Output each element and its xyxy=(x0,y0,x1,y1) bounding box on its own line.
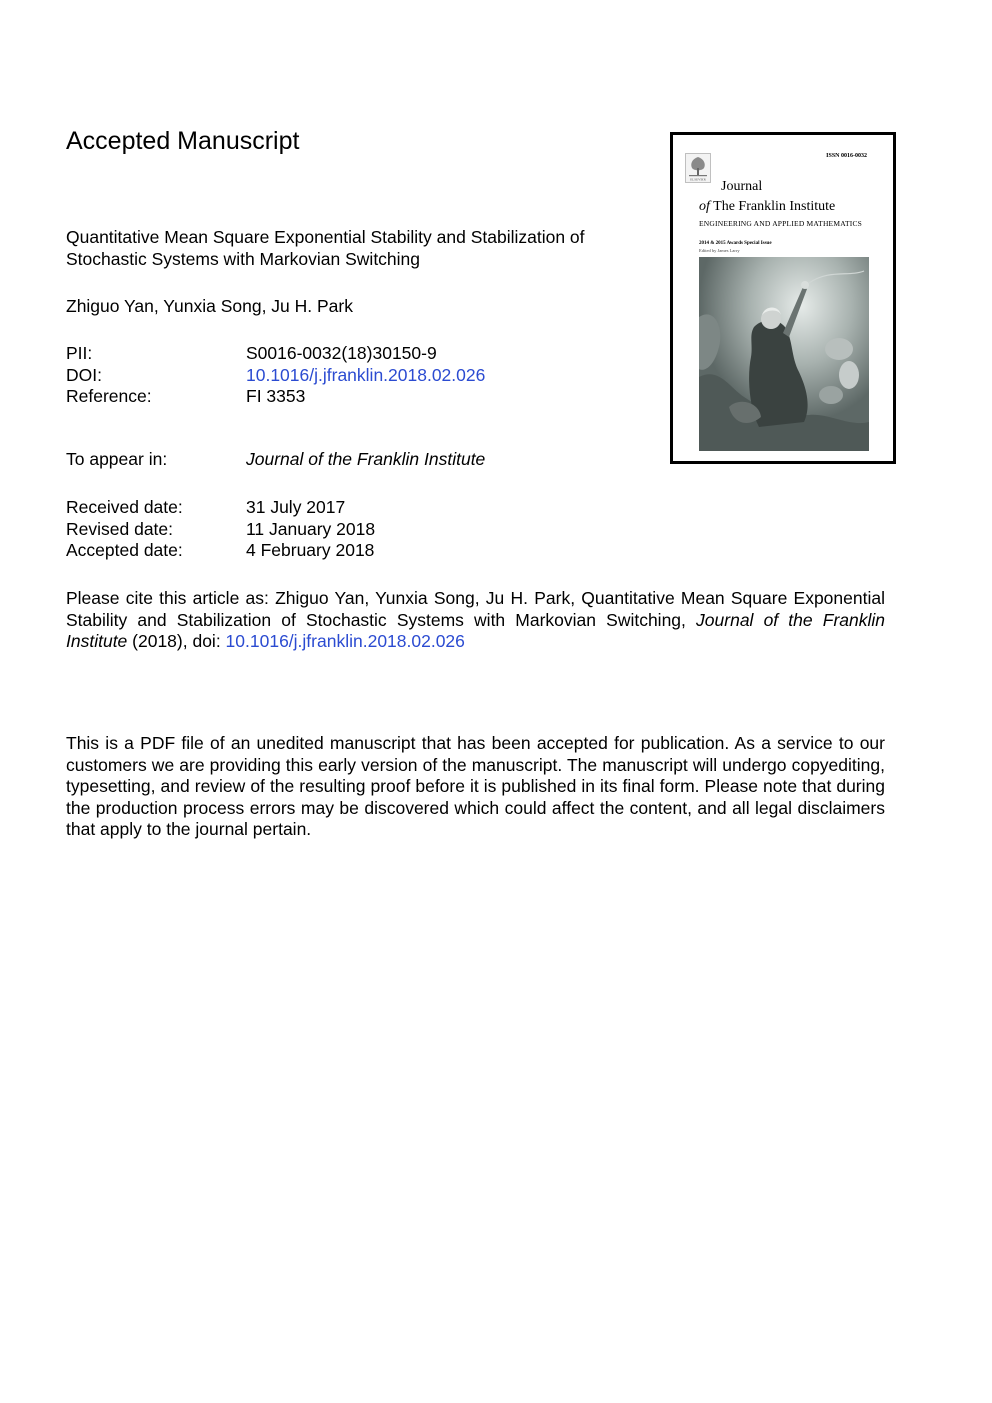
received-label: Received date: xyxy=(66,497,183,517)
revised-row xyxy=(66,519,375,541)
revised-value: 11 January 2018 xyxy=(246,518,376,539)
appear-row xyxy=(66,449,485,471)
reference-label: Reference: xyxy=(66,386,152,406)
appear-value: Journal of the Franklin Institute xyxy=(246,449,486,469)
doi-link[interactable]: 10.1016/j.jfranklin.2018.02.026 xyxy=(246,364,486,385)
received-value: 31 July 2017 xyxy=(246,497,346,517)
disclaimer-paragraph: This is a PDF file of an unedited manuscript that has been accepted for publication. As a service to our customers we are providing this early version of the manuscript. The manuscript will undergo copyediting, typesetting, and review of the resulting proof before it is published in its final form. Please note that during the production process errors may be discovered which could affect the content, and all legal disclaimers that apply to the journal pertain. xyxy=(66,733,885,839)
elsevier-wordmark: ELSEVIER xyxy=(690,177,706,182)
citation-doi-link[interactable]: 10.1016/j.jfranklin.2018.02.026 xyxy=(225,631,465,651)
reference-row xyxy=(66,386,485,408)
reference-value: FI 3353 xyxy=(246,386,306,406)
pii-value: S0016-0032(18)30150-9 xyxy=(246,343,437,363)
cover-journal-word: Journal xyxy=(721,179,763,194)
cover-journal-name xyxy=(699,199,835,215)
pii-label: PII: xyxy=(66,343,93,363)
dates-block xyxy=(66,497,375,562)
doi-label: DOI: xyxy=(66,364,102,385)
cover-special-issue: 2014 & 2015 Awards Special Issue xyxy=(699,241,772,246)
cover-editor: Edited by James Larry xyxy=(699,248,740,253)
citation-paragraph xyxy=(66,588,885,653)
accepted-row xyxy=(66,540,375,562)
pii-row xyxy=(66,343,485,365)
painting-image-icon xyxy=(699,257,869,451)
elsevier-tree-icon xyxy=(685,153,711,183)
article-title: Quantitative Mean Square Exponential Stability and Stabilization of Stochastic Systems with Markovian Switching xyxy=(66,227,585,269)
doi-row xyxy=(66,365,485,387)
appear-block xyxy=(66,449,485,471)
revised-label: Revised date: xyxy=(66,518,174,539)
article-authors: Zhiguo Yan, Yunxia Song, Ju H. Park xyxy=(66,296,353,316)
citation-prefix: Please cite this article as: Zhiguo Yan, Yunxia Song, Ju H. Park, Quantitative Mean Square Exponential Stability and Stabilization of Stochastic Systems with Markovian Switching, xyxy=(66,588,885,630)
page-heading: Accepted Manuscript xyxy=(66,127,300,155)
cover-subtitle: ENGINEERING AND APPLIED MATHEMATICS xyxy=(699,219,863,228)
cover-issn: ISSN 0016-0032 xyxy=(826,153,867,159)
appear-label: To appear in: xyxy=(66,449,168,469)
citation-journal: Journal of the Franklin Institute xyxy=(66,609,885,651)
received-row xyxy=(66,497,375,519)
journal-cover xyxy=(670,132,896,464)
citation-suffix: (2018), doi: xyxy=(127,631,226,651)
accepted-label: Accepted date: xyxy=(66,540,183,560)
accepted-value: 4 February 2018 xyxy=(246,540,375,560)
identifier-block xyxy=(66,343,485,408)
cover-of: of xyxy=(699,199,710,214)
cover-franklin: The Franklin Institute xyxy=(713,199,836,214)
